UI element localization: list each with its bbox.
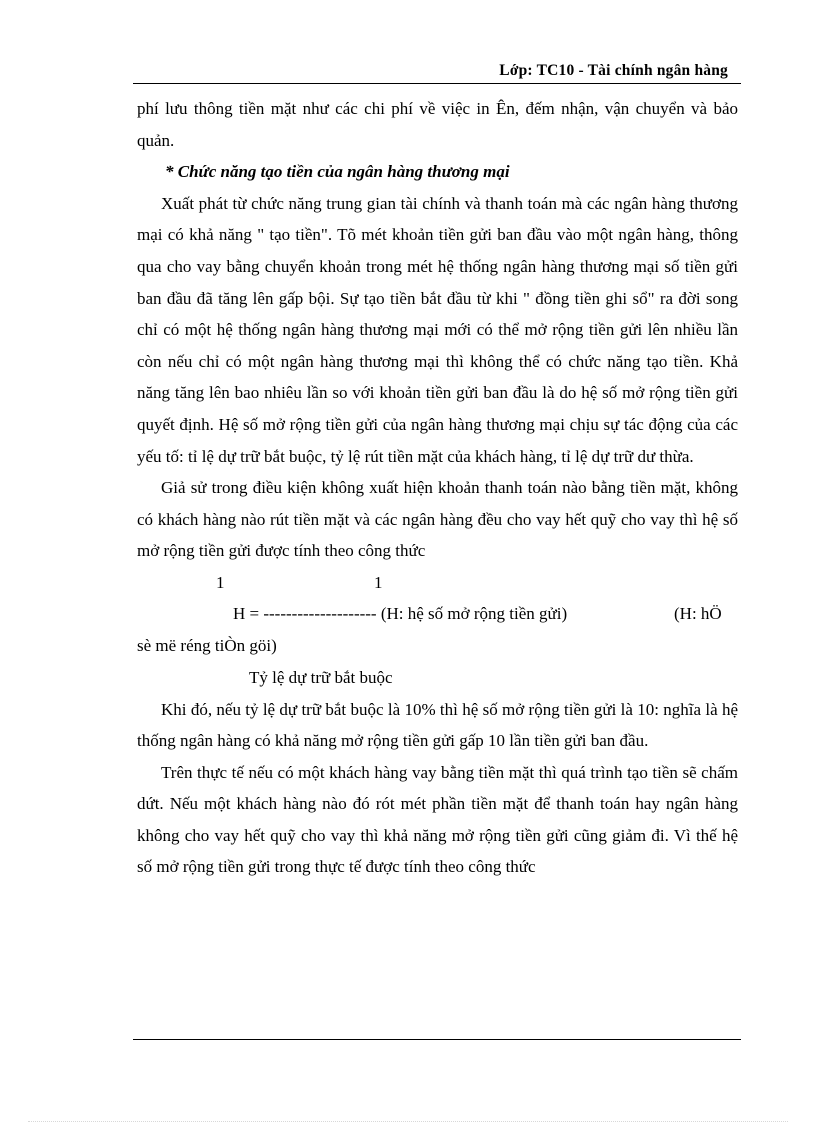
header-divider <box>133 83 741 84</box>
formula-equation: H = -------------------- (H: hệ số mở rộng tiền gửi) <box>233 603 568 623</box>
paragraph-example: Khi đó, nếu tỷ lệ dự trữ bắt buộc là 10% thì hệ số mở rộng tiền gửi là 10: nghĩa là hệ thống ngân hàng có khả năng mở rộng tiền gửi gấp 10 lần tiền gửi ban đầu. <box>137 699 738 751</box>
formula-denominator: Tỷ lệ dự trữ bắt buộc <box>249 667 393 687</box>
paragraph-money-creation: Xuất phát từ chức năng trung gian tài chính và thanh toán mà các ngân hàng thương mại có khả năng " tạo tiền". Tõ mét khoản tiền gửi ban đầu vào một ngân hàng, thông qua cho vay bằng chuyển khoản trong mét hệ thống ngân hàng thương mại số tiền gửi ban đầu đã tăng lên gấp bội. Sự tạo tiền bắt đầu từ khi " đồng tiền ghi sổ" ra đời song chỉ có một hệ thống ngân hàng thương mại mới có thể mở rộng tiền gửi lên nhiều lần còn nếu chỉ có một ngân hàng thương mại thì không thể có chức năng tạo tiền. Khả năng tăng lên bao nhiêu lần so với khoản tiền gửi ban đầu là do hệ số mở rộng tiền gửi quyết định. Hệ số mở rộng tiền gửi của ngân hàng thương mại chịu sự tác động của các yếu tố: tỉ lệ dự trữ bắt buộc, tỷ lệ rút tiền mặt của khách hàng, tỉ lệ dự trữ dư thừa. <box>137 193 738 466</box>
page-header-class-label: Lớp: TC10 - Tài chính ngân hàng <box>499 62 728 79</box>
footer-divider <box>133 1039 741 1040</box>
paragraph-assumption: Giả sử trong điều kiện không xuất hiện khoản thanh toán nào bằng tiền mặt, không có khách hàng nào rút tiền mặt và các ngân hàng đều cho vay hết quỹ cho vay thì hệ số mở rộng tiền gửi được tính theo công thức <box>137 478 738 561</box>
formula-block <box>137 567 738 662</box>
formula-numerator-right: 1 <box>374 572 383 592</box>
formula-note-continuation: sè më réng tiÒn göi) <box>137 635 277 655</box>
page-body <box>137 93 738 883</box>
paragraph-continuation: phí lưu thông tiền mặt như các chi phí về việc in Ên, đếm nhận, vận chuyển và bảo quản. <box>137 99 738 150</box>
page-edge-dotted-line <box>28 1121 788 1122</box>
section-heading: * Chức năng tạo tiền của ngân hàng thương mại <box>165 162 510 182</box>
paragraph-practice: Trên thực tế nếu có một khách hàng vay bằng tiền mặt thì quá trình tạo tiền sẽ chấm dứt. Nếu một khách hàng nào đó rót mét phần tiền mặt để thanh toán hay ngân hàng không cho vay hết quỹ cho vay thì khả năng mở rộng tiền gửi cũng giảm đi. Vì thế hệ số mở rộng tiền gửi trong thực tế được tính theo công thức <box>137 762 738 877</box>
formula-numerator-left: 1 <box>216 572 225 592</box>
formula-note-right: (H: hÖ <box>674 603 722 623</box>
